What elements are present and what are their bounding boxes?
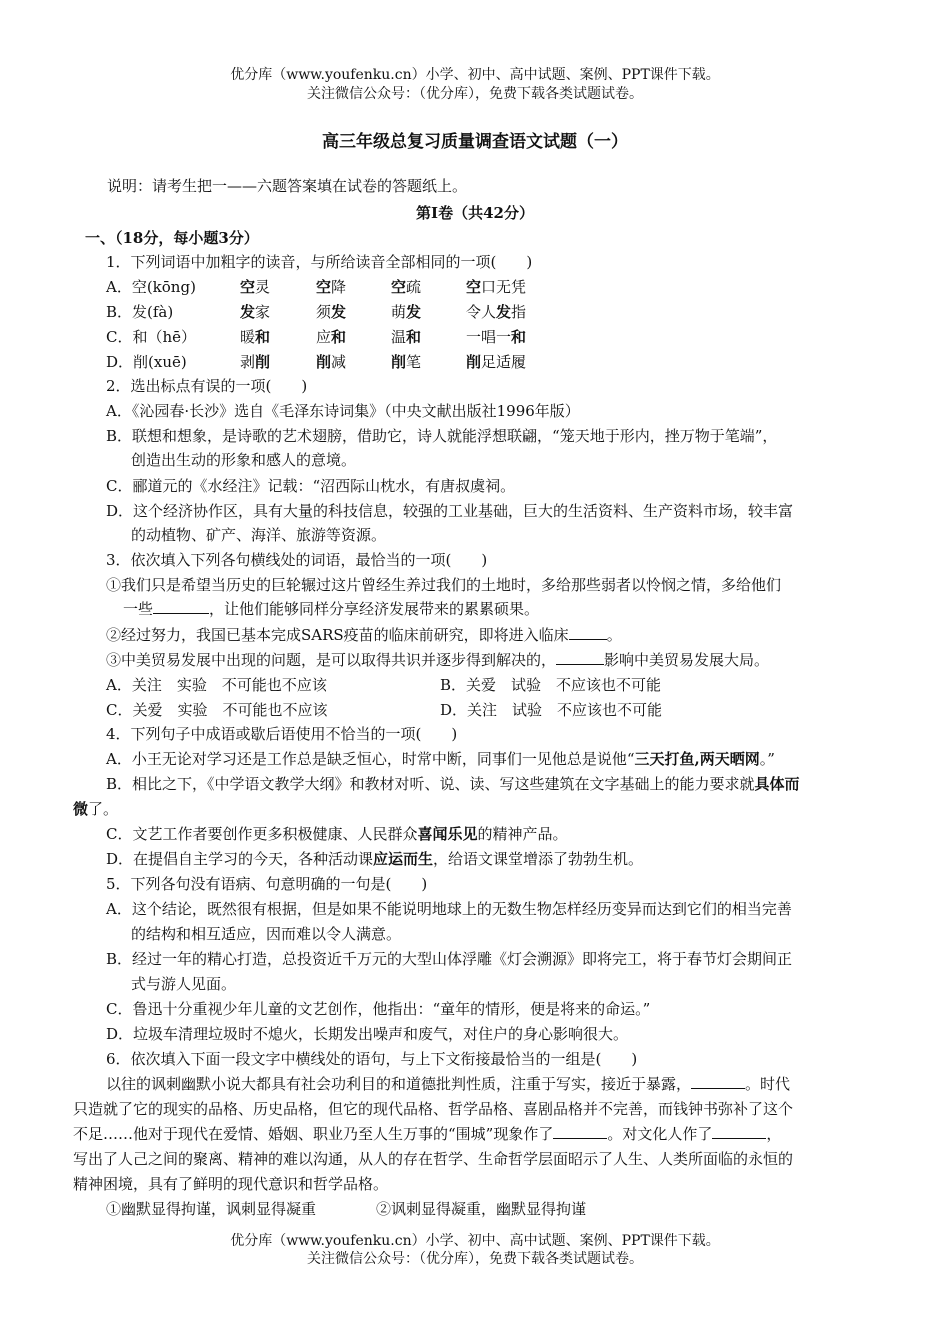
q6-passage-line4: 写出了人己之间的聚离、精神的难以沟通，从人的存在哲学、生命哲学层面昭示了人生、人类所面临的永恒的 [73, 1150, 794, 1168]
q1-b-word-4: 令人发指 [466, 303, 527, 321]
q3-sentence-1-line2: 一些 ，让他们能够同样分享经济发展带来的累累硕果。 [123, 600, 540, 618]
q5-option-b-line2: 式与游人见面。 [131, 975, 237, 993]
q6-passage-line5: 精神困境，具有了鲜明的现代意识和哲学品格。 [73, 1175, 389, 1193]
q3-option-d: D．关注 试验 不应该也不可能 [440, 701, 663, 719]
q1-stem: 1．下列词语中加粗字的读音，与所给读音全部相同的一项( ) [106, 253, 533, 271]
answer-blank [569, 625, 607, 640]
q1-c-word-2: 应和 [316, 328, 347, 346]
q2-option-b-line2: 创造出生动的形象和感人的意境。 [131, 451, 357, 469]
q6-passage-line2: 只造就了它的现实的品格、历史品格，但它的现代品格、哲学品格、喜剧品格并不完善，而钱钟书弥补了这个 [73, 1100, 794, 1118]
q4-option-c: C．文艺工作者要创作更多积极健康、人民群众喜闻乐见的精神产品。 [106, 825, 568, 843]
answer-blank [553, 1124, 607, 1139]
header-line-1: 优分库（www.youfenku.cn）小学、初中、高中试题、案例、PPT课件下载。 [230, 67, 720, 83]
q1-b-word-1: 发家 [240, 303, 271, 321]
q1-a-word-1: 空灵 [240, 278, 271, 296]
q3-stem: 3．依次填入下列各句横线处的词语，最恰当的一项( ) [106, 551, 488, 569]
q1-b-word-2: 须发 [316, 303, 347, 321]
q4-option-a: A．小王无论对学习还是工作总是缺乏恒心，时常中断，同事们一见他总是说他“三天打鱼,两天晒网。” [106, 750, 775, 768]
q4-option-d: D．在提倡自主学习的今天，各种活动课应运而生，给语文课堂增添了勃勃生机。 [106, 850, 644, 868]
answer-blank [556, 650, 604, 665]
footer-line-2: 关注微信公众号：（优分库），免费下载各类试题试卷。 [307, 1251, 643, 1267]
q3-sentence-3: ③中美贸易发展中出现的问题，是可以取得共识并逐步得到解决的， 影响中美贸易发展大局。 [106, 651, 770, 669]
q1-c-word-1: 暖和 [240, 328, 271, 346]
q4-option-b-line1: B．相比之下，《中学语文教学大纲》和教材对听、说、读、写这些建筑在文字基础上的能力要求就具体而 [106, 775, 800, 793]
answer-blank [712, 1124, 766, 1139]
q1-c-word-4: 一唱一和 [466, 328, 527, 346]
q4-option-b-line2: 微了。 [73, 800, 119, 818]
q2-option-b-line1: B．联想和想象，是诗歌的艺术翅膀，借助它，诗人就能浮想联翩，“笼天地于形内，挫万物于笔端”， [106, 427, 778, 445]
q5-option-a-line1: A．这个结论，既然很有根据，但是如果不能说明地球上的无数生物怎样经历变异而达到它们的相当完善 [106, 900, 792, 918]
q2-stem: 2．选出标点有误的一项( ) [106, 377, 308, 395]
q1-c-word-3: 温和 [391, 328, 422, 346]
q2-option-c: C．郦道元的《水经注》记载：“沼西际山枕水，有唐叔虞祠。 [106, 477, 516, 495]
q3-option-b: B．关爱 试验 不应该也不可能 [440, 676, 662, 694]
q5-option-a-line2: 的结构和相互适应，因而难以令人满意。 [131, 925, 402, 943]
q1-d-word-3: 削笔 [391, 353, 422, 371]
q3-sentence-2: ②经过努力，我国已基本完成SARS疫苗的临床前研究，即将进入临床 。 [106, 626, 622, 644]
q1-d-word-2: 削减 [316, 353, 347, 371]
q1-d-word-1: 剥削 [240, 353, 271, 371]
q6-passage-line1: 以往的讽刺幽默小说大都具有社会功利目的和道德批判性质，注重于写实，接近于暴露， 。时代 [106, 1075, 791, 1093]
q3-sentence-1-line1: ①我们只是希望当历史的巨轮辗过这片曾经生养过我们的土地时，多给那些弱者以怜悯之情，多给他们 [106, 576, 782, 594]
instructions: 说明：请考生把一——六题答案填在试卷的答题纸上。 [107, 177, 468, 195]
part-heading: 一、（18分，每小题3分） [85, 229, 259, 247]
answer-blank [691, 1074, 745, 1089]
header-line-2: 关注微信公众号：（优分库），免费下载各类试题试卷。 [307, 86, 643, 102]
q6-stem: 6．依次填入下面一段文字中横线处的语句，与上下文衔接最恰当的一组是( ) [106, 1050, 638, 1068]
section-heading: 第Ⅰ卷（共42分） [416, 204, 534, 222]
q2-option-d-line2: 的动植物、矿产、海洋、旅游等资源。 [131, 526, 387, 544]
footer-line-1: 优分库（www.youfenku.cn）小学、初中、高中试题、案例、PPT课件下载。 [230, 1233, 720, 1249]
q1-d-label: D．削(xuē) [106, 353, 187, 371]
q6-passage-line3: 不足……他对于现代在爱情、婚姻、职业乃至人生万事的“围城”现象作了 。对文化人作了 ， [73, 1125, 782, 1143]
q5-stem: 5．下列各句没有语病、句意明确的一句是( ) [106, 875, 428, 893]
q3-option-a: A．关注 实验 不可能也不应该 [106, 676, 327, 694]
q5-option-d: D．垃圾车清理垃圾时不熄火，长期发出噪声和废气，对住户的身心影响很大。 [106, 1025, 629, 1043]
q1-a-word-2: 空降 [316, 278, 347, 296]
answer-blank [153, 599, 209, 614]
q1-d-word-4: 削足适履 [466, 353, 527, 371]
q1-a-label: A．空(kōng) [106, 278, 196, 296]
q1-b-label: B．发(fà) [106, 303, 174, 321]
q6-choice-2: ②讽刺显得凝重，幽默显得拘谨 [376, 1200, 587, 1218]
q2-option-d-line1: D．这个经济协作区，具有大量的科技信息，较强的工业基础，巨大的生活资料、生产资料市场，较丰富 [106, 502, 794, 520]
q5-option-b-line1: B．经过一年的精心打造，总投资近千万元的大型山体浮雕《灯会溯源》即将完工，将于春节灯会期间正 [106, 950, 793, 968]
q5-option-c: C．鲁迅十分重视少年儿童的文艺创作，他指出：“童年的情形，便是将来的命运。” [106, 1000, 651, 1018]
q4-stem: 4．下列句子中成语或歇后语使用不恰当的一项( ) [106, 725, 458, 743]
page-title: 高三年级总复习质量调查语文试题（一） [322, 132, 628, 152]
q1-a-word-3: 空疏 [391, 278, 422, 296]
q1-a-word-4: 空口无凭 [466, 278, 527, 296]
q6-choice-1: ①幽默显得拘谨，讽刺显得凝重 [106, 1200, 317, 1218]
q1-b-word-3: 萌发 [391, 303, 422, 321]
q3-option-c: C．关爱 实验 不可能也不应该 [106, 701, 328, 719]
q1-c-label: C．和（hē） [106, 328, 197, 346]
q2-option-a: A．《沁园春·长沙》选自《毛泽东诗词集》（中央文献出版社1996年版） [106, 402, 580, 420]
